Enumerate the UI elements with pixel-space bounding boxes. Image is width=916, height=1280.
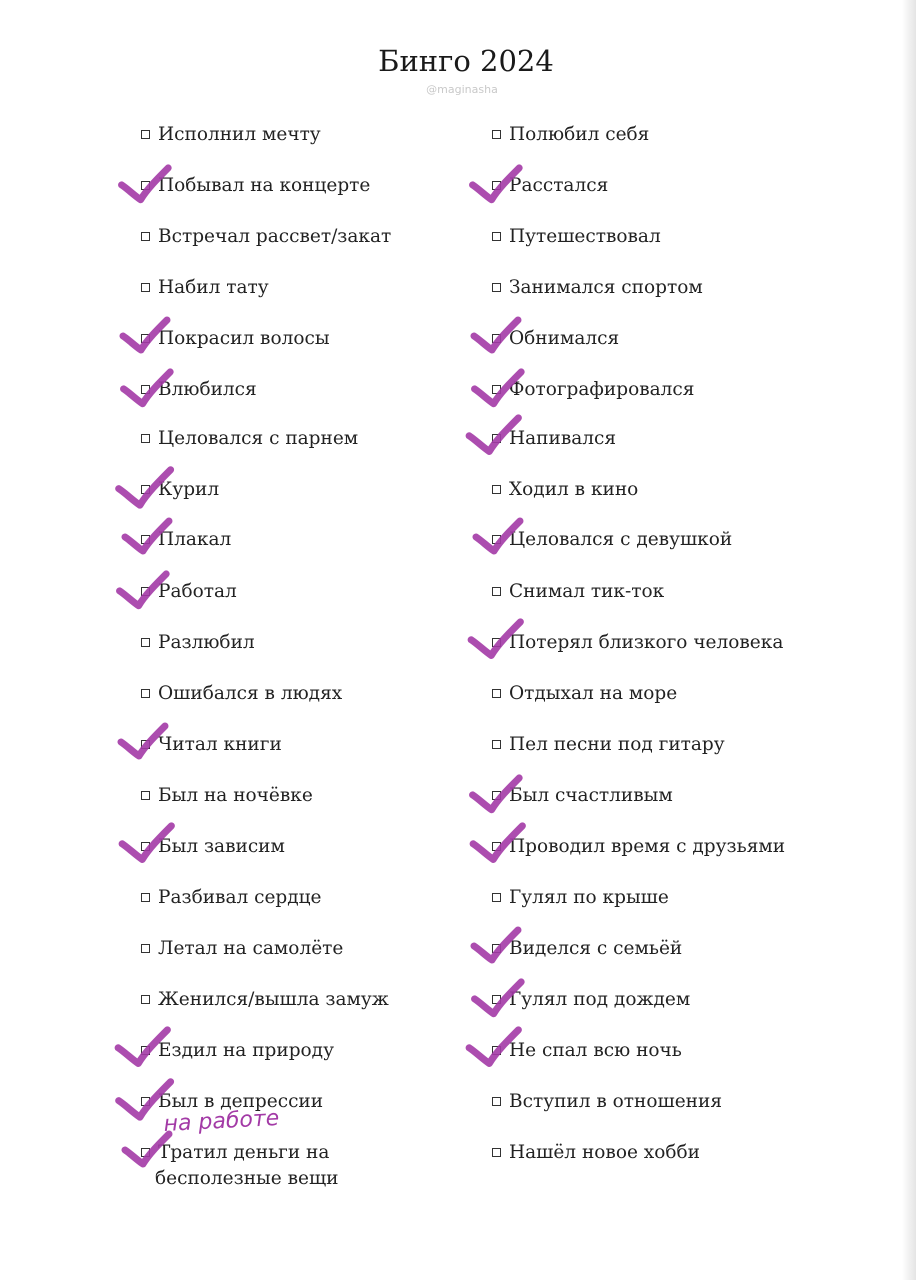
checkbox[interactable] xyxy=(492,638,501,647)
bingo-item xyxy=(492,682,677,706)
bingo-item-label: Читал книги xyxy=(158,734,282,755)
bingo-item-label-continued: бесполезные вещи xyxy=(155,1168,339,1189)
bingo-item xyxy=(492,427,616,451)
bingo-item xyxy=(141,835,285,859)
checkbox[interactable] xyxy=(492,283,501,292)
bingo-item-label: Разбивал сердце xyxy=(158,887,322,908)
bingo-item-label: Пел песни под гитару xyxy=(509,734,725,755)
bingo-item xyxy=(492,937,682,961)
bingo-item xyxy=(492,1141,700,1165)
bingo-item xyxy=(492,225,661,249)
bingo-item xyxy=(492,733,725,757)
bingo-item xyxy=(141,378,257,402)
checkbox[interactable] xyxy=(141,944,150,953)
bingo-item-label: Был в депрессии xyxy=(158,1091,324,1112)
bingo-item xyxy=(141,427,358,451)
bingo-item xyxy=(141,988,389,1012)
checkbox[interactable] xyxy=(141,587,150,596)
bingo-item-label: Покрасил волосы xyxy=(158,328,330,349)
bingo-item-label: Целовался с девушкой xyxy=(509,529,733,550)
checkbox[interactable] xyxy=(141,130,150,139)
bingo-item xyxy=(492,784,673,808)
watermark: @maginasha xyxy=(426,83,498,96)
checkbox[interactable] xyxy=(141,791,150,800)
checkbox[interactable] xyxy=(141,181,150,190)
bingo-item xyxy=(492,123,649,147)
checkbox[interactable] xyxy=(492,1148,501,1157)
bingo-item-label: Полюбил себя xyxy=(509,124,650,145)
bingo-item xyxy=(492,835,785,859)
bingo-item xyxy=(141,276,269,300)
checkbox[interactable] xyxy=(492,232,501,241)
bingo-item xyxy=(492,276,703,300)
bingo-item-label: Гулял по крыше xyxy=(509,887,669,908)
checkbox[interactable] xyxy=(141,283,150,292)
bingo-item-label: Был счастливым xyxy=(509,785,673,806)
checkbox[interactable] xyxy=(492,995,501,1004)
checkbox[interactable] xyxy=(141,740,150,749)
bingo-item xyxy=(492,174,608,198)
checkbox[interactable] xyxy=(141,842,150,851)
checkbox[interactable] xyxy=(492,385,501,394)
bingo-item-label: Потерял близкого человека xyxy=(509,632,784,653)
bingo-item-label: Напивался xyxy=(509,428,617,449)
bingo-item xyxy=(141,631,255,655)
checkbox[interactable] xyxy=(492,587,501,596)
bingo-item-label: Влюбился xyxy=(158,379,257,400)
bingo-item xyxy=(492,1090,722,1114)
checkbox[interactable] xyxy=(492,740,501,749)
bingo-item-label: Занимался спортом xyxy=(509,277,703,298)
checkbox[interactable] xyxy=(141,434,150,443)
bingo-item-label: Ошибался в людях xyxy=(158,683,343,704)
checkbox[interactable] xyxy=(141,1148,150,1157)
checkbox[interactable] xyxy=(141,385,150,394)
bingo-item xyxy=(141,784,313,808)
checkbox[interactable] xyxy=(141,485,150,494)
bingo-item xyxy=(141,174,370,198)
page-edge-shadow xyxy=(902,0,916,1280)
bingo-item xyxy=(492,478,638,502)
bingo-item-label: Вступил в отношения xyxy=(509,1091,722,1112)
bingo-item xyxy=(492,1039,682,1063)
bingo-item xyxy=(492,528,732,552)
checkbox[interactable] xyxy=(141,232,150,241)
checkbox[interactable] xyxy=(492,944,501,953)
bingo-item-label: Был зависим xyxy=(158,836,285,857)
handwritten-note: на работе xyxy=(163,1105,280,1137)
bingo-item-label: Ходил в кино xyxy=(509,479,639,500)
bingo-item xyxy=(141,1039,334,1063)
bingo-item-label: Женился/вышла замуж xyxy=(158,989,389,1010)
bingo-item xyxy=(141,682,342,706)
checkbox[interactable] xyxy=(492,434,501,443)
bingo-item-label: Гулял под дождем xyxy=(509,989,691,1010)
checkbox[interactable] xyxy=(492,1097,501,1106)
bingo-item-label: Исполнил мечту xyxy=(158,124,321,145)
checkbox[interactable] xyxy=(492,842,501,851)
checkbox[interactable] xyxy=(492,334,501,343)
bingo-item-label: Летал на самолёте xyxy=(158,938,344,959)
bingo-item xyxy=(141,123,321,147)
checkbox[interactable] xyxy=(492,1046,501,1055)
bingo-item-label: Нашёл новое хобби xyxy=(509,1142,700,1163)
bingo-item-label: Виделся с семьёй xyxy=(509,938,683,959)
checkbox[interactable] xyxy=(492,689,501,698)
bingo-item-label: Набил тату xyxy=(158,277,269,298)
bingo-item-label: Ездил на природу xyxy=(158,1040,334,1061)
bingo-item xyxy=(492,631,783,655)
bingo-item-label: Отдыхал на море xyxy=(509,683,678,704)
bingo-item xyxy=(141,733,282,757)
checkbox[interactable] xyxy=(141,1046,150,1055)
bingo-item-label: Снимал тик-ток xyxy=(509,581,665,602)
bingo-item-label: Проводил время с друзьями xyxy=(509,836,786,857)
bingo-item-label: Был на ночёвке xyxy=(158,785,313,806)
checkbox[interactable] xyxy=(141,638,150,647)
bingo-item xyxy=(492,988,690,1012)
bingo-item xyxy=(492,580,664,604)
page-title: Бинго 2024 xyxy=(378,44,554,78)
bingo-item xyxy=(492,327,619,351)
bingo-item-label: Разлюбил xyxy=(158,632,255,653)
bingo-item-label: Побывал на концерте xyxy=(158,175,371,196)
bingo-item xyxy=(492,886,669,910)
checkbox[interactable] xyxy=(141,1097,150,1106)
bingo-item xyxy=(141,1141,329,1165)
bingo-item-label: Путешествовал xyxy=(509,226,661,247)
checkbox[interactable] xyxy=(141,334,150,343)
bingo-item-label: Обнимался xyxy=(509,328,620,349)
checkbox[interactable] xyxy=(141,995,150,1004)
bingo-item xyxy=(141,886,322,910)
bingo-item-label: Плакал xyxy=(158,529,232,550)
bingo-item-label: Курил xyxy=(158,479,220,500)
bingo-item xyxy=(141,937,343,961)
bingo-item xyxy=(141,225,391,249)
checkbox[interactable] xyxy=(492,181,501,190)
checkbox[interactable] xyxy=(492,791,501,800)
bingo-item-label: Не спал всю ночь xyxy=(509,1040,682,1061)
bingo-item xyxy=(141,327,330,351)
bingo-item xyxy=(141,478,219,502)
bingo-item-label: Работал xyxy=(158,581,237,602)
checkbox[interactable] xyxy=(492,535,501,544)
bingo-item xyxy=(141,580,237,604)
bingo-item-label: Тратил деньги на xyxy=(158,1142,330,1163)
bingo-item xyxy=(141,1090,323,1114)
checkbox[interactable] xyxy=(141,535,150,544)
checkbox[interactable] xyxy=(492,485,501,494)
bingo-item xyxy=(492,378,694,402)
checkbox[interactable] xyxy=(141,689,150,698)
bingo-item xyxy=(141,528,231,552)
bingo-item-label: Расстался xyxy=(509,175,609,196)
bingo-item-label: Встречал рассвет/закат xyxy=(158,226,392,247)
checkbox[interactable] xyxy=(492,130,501,139)
checkbox[interactable] xyxy=(492,893,501,902)
checkbox[interactable] xyxy=(141,893,150,902)
bingo-item-label: Фотографировался xyxy=(509,379,695,400)
bingo-item-label: Целовался с парнем xyxy=(158,428,359,449)
